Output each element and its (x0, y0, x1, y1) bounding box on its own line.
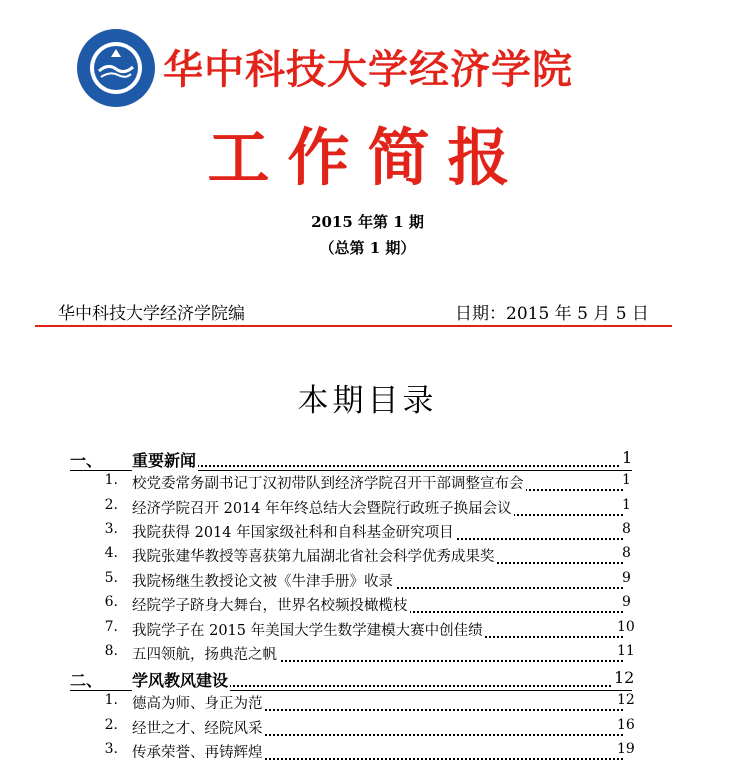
toc-item[interactable] (0, 692, 735, 716)
page-number: 12 (614, 668, 635, 687)
page-number: 1 (622, 448, 633, 467)
item-number: 3. (104, 741, 118, 757)
item-title: 我院获得 2014 年国家级社科和自科基金研究项目 (132, 521, 456, 542)
toc-item[interactable] (0, 497, 735, 521)
item-number: 5. (104, 570, 118, 586)
page-number: 12 (617, 692, 635, 708)
page-number: 1 (622, 497, 631, 513)
page-number: 11 (617, 643, 635, 659)
org-title: 华中科技大学经济学院 (163, 47, 573, 93)
item-number: 1. (104, 472, 118, 488)
item-title: 我院学子在 2015 年美国大学生数学建模大赛中创佳绩 (132, 619, 485, 640)
issue-number: 2015 年第 1 期 (311, 213, 424, 231)
page-number: 9 (622, 570, 631, 586)
item-title: 校党委常务副书记丁汉初带队到经济学院召开干部调整宣布会 (132, 472, 526, 493)
date-line (455, 299, 649, 324)
item-title: 经院学子跻身大舞台，世界名校频投橄榄枝 (132, 594, 410, 615)
toc-item[interactable] (0, 594, 735, 618)
page-number: 8 (622, 521, 631, 537)
school-logo (75, 27, 157, 109)
issue-total: （总第 1 期） (319, 239, 416, 257)
header-divider (35, 325, 672, 327)
editor-line: 华中科技大学经济学院编 (58, 304, 245, 324)
item-title: 经济学院召开 2014 年年终总结大会暨院行政班子换届会议 (132, 497, 514, 518)
item-number: 4. (104, 545, 118, 561)
item-title: 五四领航，扬典范之帆 (132, 643, 279, 664)
bulletin-title: 工作简报 (207, 121, 528, 194)
toc-item[interactable] (0, 472, 735, 496)
page-number: 10 (617, 619, 635, 635)
item-number: 7. (104, 619, 118, 635)
page-number: 19 (617, 741, 635, 757)
section-title: 学风教风建设 (132, 668, 230, 691)
toc-item[interactable] (0, 717, 735, 741)
item-title: 德高为师、身正为范 (132, 692, 265, 713)
page-number: 9 (622, 594, 631, 610)
section-title: 重要新闻 (132, 448, 198, 471)
toc-item[interactable] (0, 545, 735, 569)
section-number: 一、 (70, 451, 103, 470)
toc-item[interactable] (0, 741, 735, 765)
item-number: 2. (104, 717, 118, 733)
item-title: 我院张建华教授等喜获第九届湖北省社会科学优秀成果奖 (132, 545, 497, 566)
toc-item[interactable] (0, 643, 735, 667)
toc-title: 本期目录 (297, 383, 438, 419)
date-value: 2015 年 5 月 5 日 (506, 304, 649, 324)
toc-section[interactable] (0, 448, 735, 472)
toc-item[interactable] (0, 619, 735, 643)
item-number: 3. (104, 521, 118, 537)
item-number: 6. (104, 594, 118, 610)
item-title: 我院杨继生教授论文被《牛津手册》收录 (132, 570, 395, 591)
item-title: 经世之才、经院风采 (132, 717, 265, 738)
page-number: 16 (617, 717, 635, 733)
toc-section[interactable] (0, 668, 735, 692)
date-label: 日期： (455, 304, 506, 324)
item-number: 8. (104, 643, 118, 659)
item-title: 传承荣誉、再铸辉煌 (132, 741, 265, 762)
page-number: 1 (622, 472, 631, 488)
item-number: 2. (104, 497, 118, 513)
section-number: 二、 (70, 671, 103, 690)
page-number: 8 (622, 545, 631, 561)
toc-item[interactable] (0, 521, 735, 545)
item-number: 1. (104, 692, 118, 708)
toc-item[interactable] (0, 570, 735, 594)
dot-leader (150, 464, 623, 467)
